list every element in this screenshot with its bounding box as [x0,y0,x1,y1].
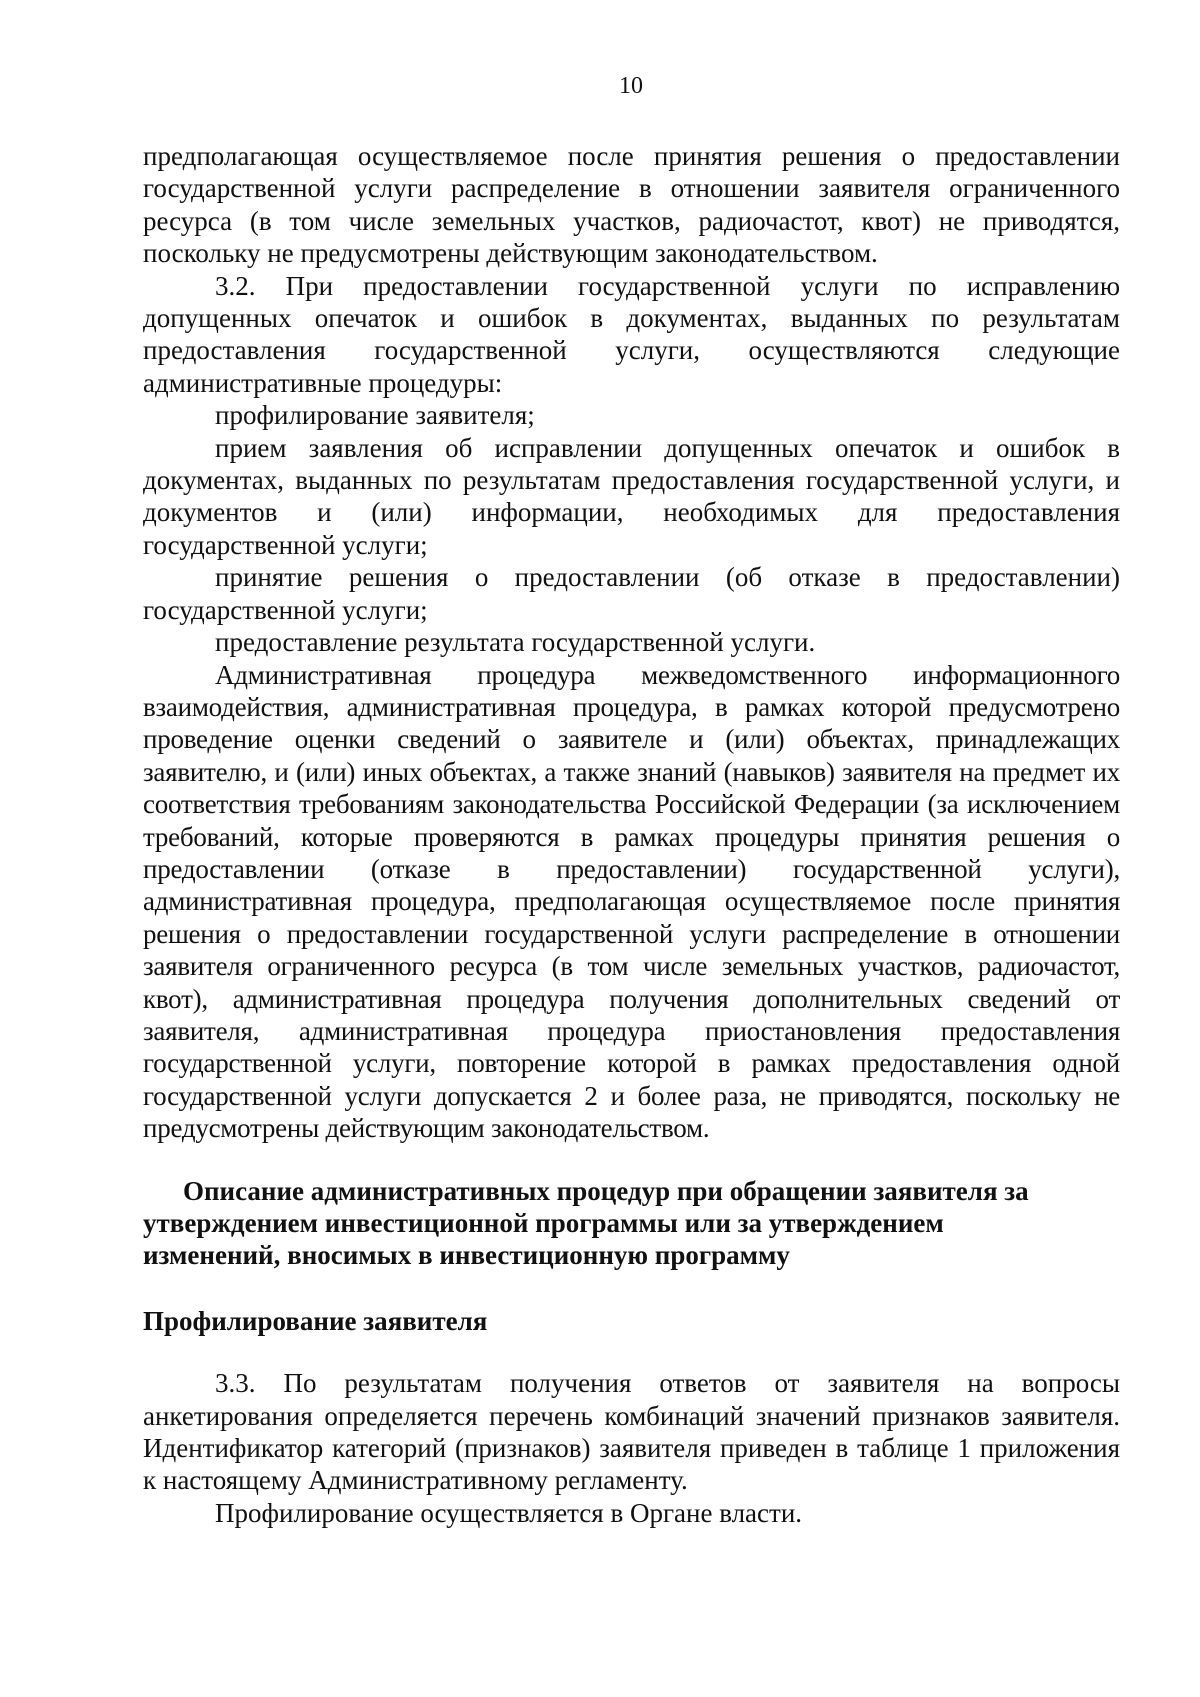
paragraph-profiling-authority: Профилирование осуществляется в Органе власти. [215,1497,803,1528]
list-item-application-intake: прием заявления об исправлении допущенных опечаток и ошибок в документах, выданных по результатам предоставления государственной услуги, и документов и (или) информации, необходимых для предоставления государственной услуги; [143,432,1120,560]
document-body [143,140,1120,1529]
paragraph-3-3: 3.3. По результатам получения ответов от заявителя на вопросы анкетирования определяется перечень комбинаций значений признаков заявителя. Идентификатор категорий (признаков) заявителя приведен в таблице 1 приложения к настоящему Административному регламенту. [143,1368,1120,1496]
paragraph-continuation: предполагающая осуществляемое после принятия решения о предоставлении государственной услуги распределение в отношении заявителя ограниченного ресурса (в том числе земельных участков, радиочастот, квот) не приводятся, поскольку не предусмотрены действующим законодательством. [143,141,1120,269]
section-heading-line-1: Описание административных процедур при обращении заявителя за [183,1175,1029,1206]
section-heading [143,1175,1120,1272]
list-item-decision: принятие решения о предоставлении (об отказе в предоставлении) государственной услуги; [143,562,1120,625]
page-number: 10 [619,73,643,99]
list-item-result: предоставление результата государственной услуги. [215,627,816,658]
subsection-heading: Профилирование заявителя [143,1305,488,1336]
section-heading-line-3: изменений, вносимых в инвестиционную программу [143,1240,790,1271]
paragraph-procedures-not-listed: Административная процедура межведомственного информационного взаимодействия, административная процедура, в рамках которой предусмотрено проведение оценки сведений о заявителе и (или) объектах, принадлежащих заявителю, и (или) иных объектах, а также знаний (навыков) заявителя на предмет их соответствия требованиям законодательства Российской Федерации (за исключением требований, которые проверяются в рамках процедуры принятия решения о предоставлении (отказе в предоставлении) государственной услуги), административная процедура, предполагающая осуществляемое после принятия решения о предоставлении государственной услуги распределение в отношении заявителя ограниченного ресурса (в том числе земельных участков, радиочастот, квот), административная процедура получения дополнительных сведений от заявителя, административная процедура приостановления предоставления государственной услуги, повторение которой в рамках предоставления одной государственной услуги допускается 2 и более раза, не приводятся, поскольку не предусмотрены действующим законодательством. [143,659,1120,1144]
paragraph-3-2: 3.2. При предоставлении государственной услуги по исправлению допущенных опечаток и ошибок в документах, выданных по результатам предоставления государственной услуги, осуществляются следующие административные процедуры: [143,270,1120,398]
section-heading-line-2: утверждением инвестиционной программы или за утверждением [143,1208,944,1238]
list-item-profiling: профилирование заявителя; [215,400,535,431]
